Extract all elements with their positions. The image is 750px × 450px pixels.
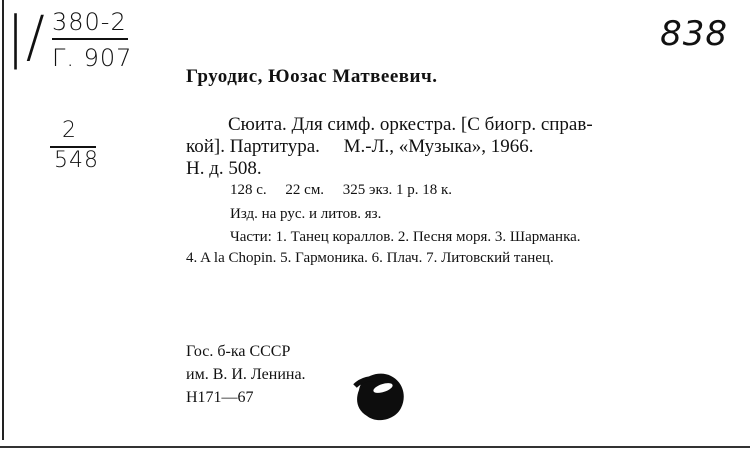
card-left-edge [2, 0, 4, 440]
handwritten-shelfmark-bottom: Г. 907 [52, 44, 133, 72]
handwritten-corner-number: 838 [660, 14, 728, 54]
handwritten-bracket: |/ [6, 5, 46, 70]
note-parts-line-1: Части: 1. Танец кораллов. 2. Песня моря. 3. Шарманка. [230, 229, 581, 245]
handwritten-shelfmark-top: 380-2 [52, 8, 127, 36]
library-line-2: им. В. И. Ленина. [186, 366, 306, 383]
author-heading: Груодис, Юозас Матвеевич. [186, 66, 438, 87]
title-line-2: кой]. Партитура. М.-Л., «Музыка», 1966. [186, 136, 534, 157]
handwritten-number-bottom: 548 [54, 148, 99, 173]
card-bottom-edge [0, 446, 750, 448]
note-parts-line-2: 4. A la Chopin. 5. Гармоника. 6. Плач. 7. Литовский танец. [186, 250, 554, 266]
handwritten-underline [52, 38, 128, 40]
library-line-1: Гос. б-ка СССР [186, 343, 291, 360]
note-language: Изд. на рус. и литов. яз. [230, 206, 382, 222]
ink-stamp-blot [353, 368, 407, 424]
handwritten-number-top: 2 [62, 118, 77, 143]
library-line-3: Н171—67 [186, 389, 254, 406]
title-line-3: Н. д. 508. [186, 158, 262, 179]
physical-description: 128 с. 22 см. 325 экз. 1 р. 18 к. [230, 182, 453, 198]
title-line-1: Сюита. Для симф. оркестра. [С биогр. справ- [228, 114, 593, 135]
